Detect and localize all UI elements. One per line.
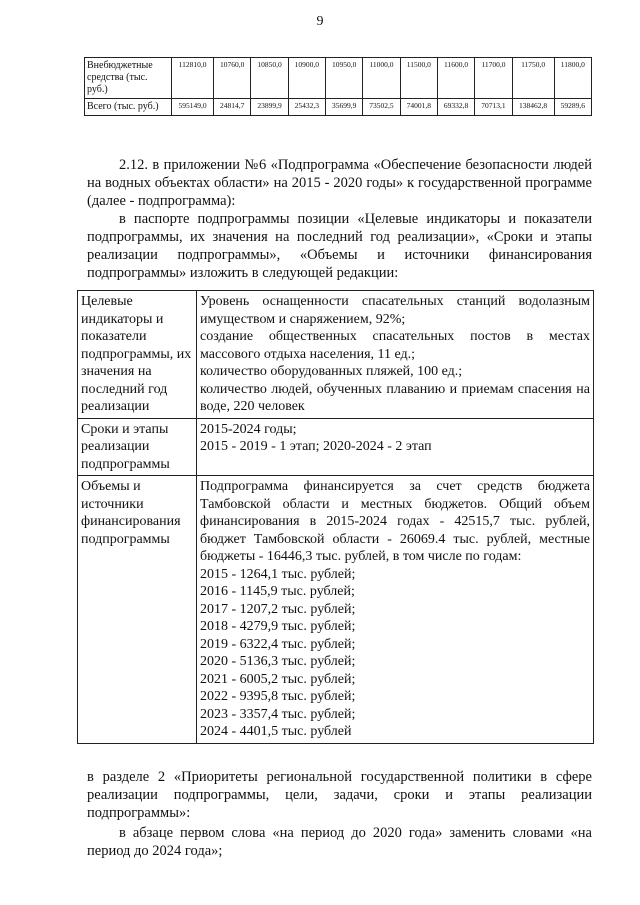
indicator-line: Уровень оснащенности спасательных станций водолазным имуществом и снаряжением, 92%; [200, 294, 590, 327]
indicator-line: создание общественных спасательных постов в местах массового отдыха населения, 11 ед.; [200, 329, 590, 362]
table-row [78, 291, 594, 419]
table-cell: 69332,8 [437, 99, 474, 116]
funding-year: 2024 - 4401,5 тыс. рублей [200, 724, 352, 739]
passport-value-indicators [197, 291, 594, 419]
terms-line: 2015 - 2019 - 1 этап; 2020-2024 - 2 этап [200, 439, 432, 454]
page-number: 9 [316, 14, 324, 29]
passport-table [77, 290, 594, 744]
passport-label-funding: Объемы и источники финансирования подпрограммы [78, 476, 197, 744]
table-row [78, 476, 594, 744]
funding-year: 2020 - 5136,3 тыс. рублей; [200, 654, 356, 669]
table-cell: 59289,6 [554, 99, 591, 116]
paragraph-section-2: в разделе 2 «Приоритеты региональной государственной политики в сфере реализации подпрограммы, цели, задачи, сроки и этапы реализации подпрограммы»: [87, 769, 592, 821]
passport-label-indicators: Целевые индикаторы и показатели подпрограммы, их значения на последний год реализации [78, 291, 197, 419]
table-cell: 11800,0 [554, 58, 591, 99]
table-cell: 25432,3 [288, 99, 325, 116]
table-cell: 24814,7 [214, 99, 251, 116]
row-label: Всего (тыс. руб.) [85, 99, 172, 116]
table-cell: 11700,0 [475, 58, 512, 99]
table-cell: 11750,0 [512, 58, 554, 99]
funding-year: 2016 - 1145,9 тыс. рублей; [200, 584, 355, 599]
funding-year: 2015 - 1264,1 тыс. рублей; [200, 566, 356, 582]
table-cell: 10760,0 [214, 58, 251, 99]
table-cell: 10950,0 [326, 58, 363, 99]
row-label: Внебюджетные средства (тыс. руб.) [85, 58, 172, 99]
table-cell: 35699,9 [326, 99, 363, 116]
table-cell: 112810,0 [172, 58, 214, 99]
passport-value-funding [197, 476, 594, 744]
funding-year: 2023 - 3357,4 тыс. рублей; [200, 706, 356, 722]
table-cell: 23899,9 [251, 99, 288, 116]
table-row [78, 418, 594, 476]
indicator-line: количество людей, обученных плаванию и приемам спасения на воде, 220 человек [200, 381, 590, 414]
passport-value-terms [197, 418, 594, 476]
table-cell: 595149,0 [172, 99, 214, 116]
indicator-line: количество оборудованных пляжей, 100 ед.; [200, 364, 463, 379]
table-row [85, 58, 592, 99]
paragraph-2-12: 2.12. в приложении №6 «Подпрограмма «Обеспечение безопасности людей на водных объектах области» на 2015 - 2020 годы» к государственной программе (далее - подпрограмма): [87, 157, 592, 209]
paragraph-first-paragraph-change: в абзаце первом слова «на период до 2020 года» заменить словами «на период до 2024 года»; [87, 825, 592, 859]
table-cell: 10900,0 [288, 58, 325, 99]
table-cell: 11000,0 [363, 58, 400, 99]
paragraph-passport-intro: в паспорте подпрограммы позиции «Целевые индикаторы и показатели подпрограммы, их значения на последний год реализации», «Сроки и этапы реализации подпрограммы», «Объемы и источники финансирования подпрограммы» изложить в следующей редакции: [87, 211, 592, 281]
funding-year: 2019 - 6322,4 тыс. рублей; [200, 636, 356, 652]
finance-table [84, 57, 592, 116]
table-cell: 70713,1 [475, 99, 512, 116]
funding-year: 2021 - 6005,2 тыс. рублей; [200, 671, 356, 687]
table-cell: 138462,8 [512, 99, 554, 116]
table-cell: 11500,0 [400, 58, 437, 99]
table-cell: 73502,5 [363, 99, 400, 116]
funding-intro: Подпрограмма финансируется за счет средств бюджета Тамбовской области и местных бюджетов. Общий объем финансирования в 2015-2024 годах - 42515,7 тыс. рублей, бюджет Тамбовской области - 26069.4 тыс. рублей, местные бюджеты - 16446,3 тыс. рублей, в том числе по годам: [200, 479, 590, 564]
table-cell: 11600,0 [437, 58, 474, 99]
funding-year: 2018 - 4279,9 тыс. рублей; [200, 619, 356, 634]
terms-line: 2015-2024 годы; [200, 421, 297, 437]
funding-year: 2022 - 9395,8 тыс. рублей; [200, 689, 356, 704]
passport-label-terms: Сроки и этапы реализации подпрограммы [78, 418, 197, 476]
funding-year: 2017 - 1207,2 тыс. рублей; [200, 601, 356, 617]
table-cell: 10850,0 [251, 58, 288, 99]
table-row [85, 99, 592, 116]
table-cell: 74001,8 [400, 99, 437, 116]
